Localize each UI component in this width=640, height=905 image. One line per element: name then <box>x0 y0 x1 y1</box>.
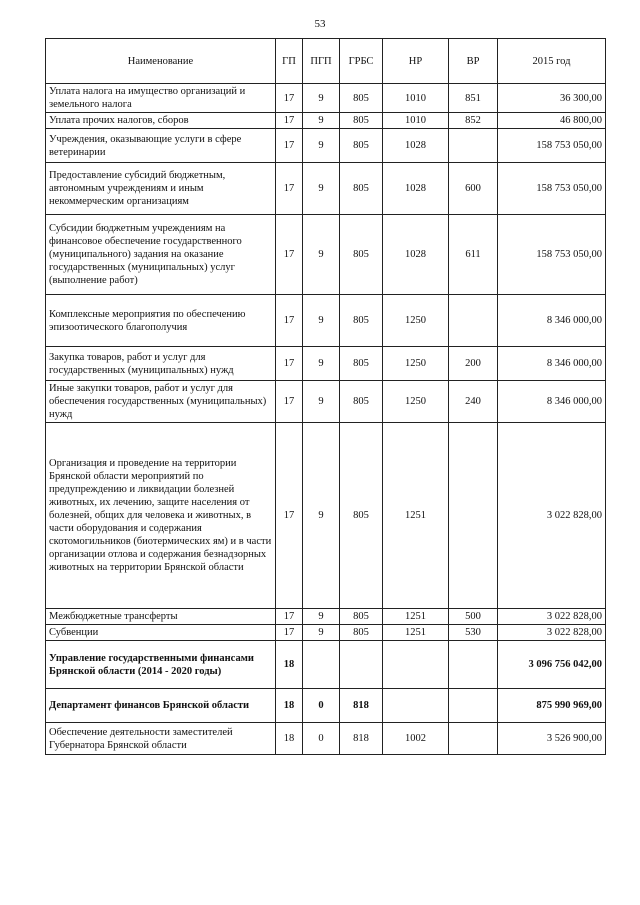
cell-gp: 17 <box>276 113 303 129</box>
cell-pgp: 0 <box>303 689 340 723</box>
cell-nr: 1251 <box>383 423 449 609</box>
table-header-row <box>46 39 606 84</box>
table-row <box>46 423 606 609</box>
cell-vr: 500 <box>449 609 498 625</box>
cell-pgp: 9 <box>303 347 340 381</box>
cell-grbs: 805 <box>340 113 383 129</box>
table-row <box>46 129 606 163</box>
cell-grbs: 818 <box>340 689 383 723</box>
cell-vr: 200 <box>449 347 498 381</box>
cell-gp: 17 <box>276 295 303 347</box>
cell-pgp: 9 <box>303 625 340 641</box>
cell-amount: 3 096 756 042,00 <box>498 641 606 689</box>
cell-gp: 17 <box>276 84 303 113</box>
cell-gp: 17 <box>276 423 303 609</box>
cell-grbs: 818 <box>340 723 383 755</box>
cell-pgp: 9 <box>303 84 340 113</box>
cell-nr: 1251 <box>383 625 449 641</box>
cell-vr: 852 <box>449 113 498 129</box>
cell-amount: 158 753 050,00 <box>498 129 606 163</box>
cell-name: Закупка товаров, работ и услуг для государственных (муниципальных) нужд <box>46 347 276 381</box>
cell-name: Уплата прочих налогов, сборов <box>46 113 276 129</box>
cell-name: Иные закупки товаров, работ и услуг для обеспечения государственных (муниципальных) нужд <box>46 381 276 423</box>
cell-gp: 17 <box>276 129 303 163</box>
cell-nr: 1250 <box>383 381 449 423</box>
cell-amount: 158 753 050,00 <box>498 163 606 215</box>
cell-amount: 46 800,00 <box>498 113 606 129</box>
cell-nr: 1028 <box>383 215 449 295</box>
cell-grbs: 805 <box>340 163 383 215</box>
cell-nr: 1250 <box>383 295 449 347</box>
cell-pgp <box>303 641 340 689</box>
cell-gp: 17 <box>276 609 303 625</box>
table-row <box>46 609 606 625</box>
col-header-pgp: ПГП <box>303 39 340 84</box>
cell-nr: 1010 <box>383 84 449 113</box>
cell-grbs <box>340 641 383 689</box>
cell-amount: 8 346 000,00 <box>498 347 606 381</box>
cell-pgp: 9 <box>303 609 340 625</box>
cell-gp: 17 <box>276 215 303 295</box>
cell-vr <box>449 723 498 755</box>
cell-name: Комплексные мероприятия по обеспечению эпизоотического благополучия <box>46 295 276 347</box>
table-row <box>46 723 606 755</box>
cell-pgp: 9 <box>303 163 340 215</box>
budget-table <box>45 38 606 755</box>
cell-nr: 1250 <box>383 347 449 381</box>
cell-vr <box>449 689 498 723</box>
cell-nr <box>383 641 449 689</box>
cell-name: Управление государственными финансами Брянской области (2014 - 2020 годы) <box>46 641 276 689</box>
cell-name: Субвенции <box>46 625 276 641</box>
cell-nr: 1002 <box>383 723 449 755</box>
cell-name: Учреждения, оказывающие услуги в сфере ветеринарии <box>46 129 276 163</box>
table-row <box>46 215 606 295</box>
cell-gp: 17 <box>276 625 303 641</box>
table-row <box>46 625 606 641</box>
cell-name: Межбюджетные трансферты <box>46 609 276 625</box>
cell-nr <box>383 689 449 723</box>
col-header-nr: НР <box>383 39 449 84</box>
cell-gp: 17 <box>276 163 303 215</box>
cell-vr <box>449 129 498 163</box>
cell-gp: 18 <box>276 689 303 723</box>
cell-amount: 3 022 828,00 <box>498 609 606 625</box>
cell-nr: 1010 <box>383 113 449 129</box>
col-header-year: 2015 год <box>498 39 606 84</box>
cell-grbs: 805 <box>340 84 383 113</box>
cell-name: Субсидии бюджетным учреждениям на финансовое обеспечение государственного (муниципального) задания на оказание государственных (муниципальных) услуг (выполнение работ) <box>46 215 276 295</box>
cell-amount: 3 022 828,00 <box>498 423 606 609</box>
cell-vr <box>449 641 498 689</box>
cell-nr: 1251 <box>383 609 449 625</box>
cell-name: Предоставление субсидий бюджетным, автономным учреждениям и иным некоммерческим организациям <box>46 163 276 215</box>
cell-vr: 530 <box>449 625 498 641</box>
cell-vr <box>449 295 498 347</box>
table-row <box>46 84 606 113</box>
cell-pgp: 9 <box>303 113 340 129</box>
cell-vr: 240 <box>449 381 498 423</box>
cell-grbs: 805 <box>340 129 383 163</box>
cell-amount: 36 300,00 <box>498 84 606 113</box>
cell-amount: 3 022 828,00 <box>498 625 606 641</box>
cell-gp: 17 <box>276 347 303 381</box>
cell-vr: 600 <box>449 163 498 215</box>
col-header-name: Наименование <box>46 39 276 84</box>
cell-grbs: 805 <box>340 625 383 641</box>
cell-name: Уплата налога на имущество организаций и земельного налога <box>46 84 276 113</box>
cell-amount: 8 346 000,00 <box>498 295 606 347</box>
cell-name: Организация и проведение на территории Брянской области мероприятий по предупреждению и ликвидации болезней животных, их лечению, защите населения от болезней, общих для человека и животных, в части оборудования и содержания скотомогильников (биотермических ям) и в части организации отлова и содержания безнадзорных животных на территории Брянской области <box>46 423 276 609</box>
cell-pgp: 9 <box>303 295 340 347</box>
cell-amount: 3 526 900,00 <box>498 723 606 755</box>
cell-pgp: 0 <box>303 723 340 755</box>
col-header-vr: ВР <box>449 39 498 84</box>
cell-gp: 18 <box>276 723 303 755</box>
table-row <box>46 163 606 215</box>
table-row <box>46 295 606 347</box>
cell-nr: 1028 <box>383 163 449 215</box>
cell-amount: 8 346 000,00 <box>498 381 606 423</box>
cell-vr: 851 <box>449 84 498 113</box>
cell-pgp: 9 <box>303 423 340 609</box>
cell-pgp: 9 <box>303 215 340 295</box>
col-header-gp: ГП <box>276 39 303 84</box>
cell-vr: 611 <box>449 215 498 295</box>
cell-nr: 1028 <box>383 129 449 163</box>
cell-gp: 17 <box>276 381 303 423</box>
cell-grbs: 805 <box>340 381 383 423</box>
table-row <box>46 689 606 723</box>
table-row <box>46 641 606 689</box>
table-row <box>46 113 606 129</box>
cell-name: Обеспечение деятельности заместителей Губернатора Брянской области <box>46 723 276 755</box>
cell-amount: 158 753 050,00 <box>498 215 606 295</box>
table-row <box>46 347 606 381</box>
cell-gp: 18 <box>276 641 303 689</box>
cell-vr <box>449 423 498 609</box>
cell-grbs: 805 <box>340 423 383 609</box>
cell-grbs: 805 <box>340 609 383 625</box>
cell-grbs: 805 <box>340 295 383 347</box>
cell-name: Департамент финансов Брянской области <box>46 689 276 723</box>
cell-pgp: 9 <box>303 381 340 423</box>
col-header-grbs: ГРБС <box>340 39 383 84</box>
cell-pgp: 9 <box>303 129 340 163</box>
page-number: 53 <box>314 18 326 30</box>
cell-grbs: 805 <box>340 215 383 295</box>
table-row <box>46 381 606 423</box>
cell-grbs: 805 <box>340 347 383 381</box>
cell-amount: 875 990 969,00 <box>498 689 606 723</box>
